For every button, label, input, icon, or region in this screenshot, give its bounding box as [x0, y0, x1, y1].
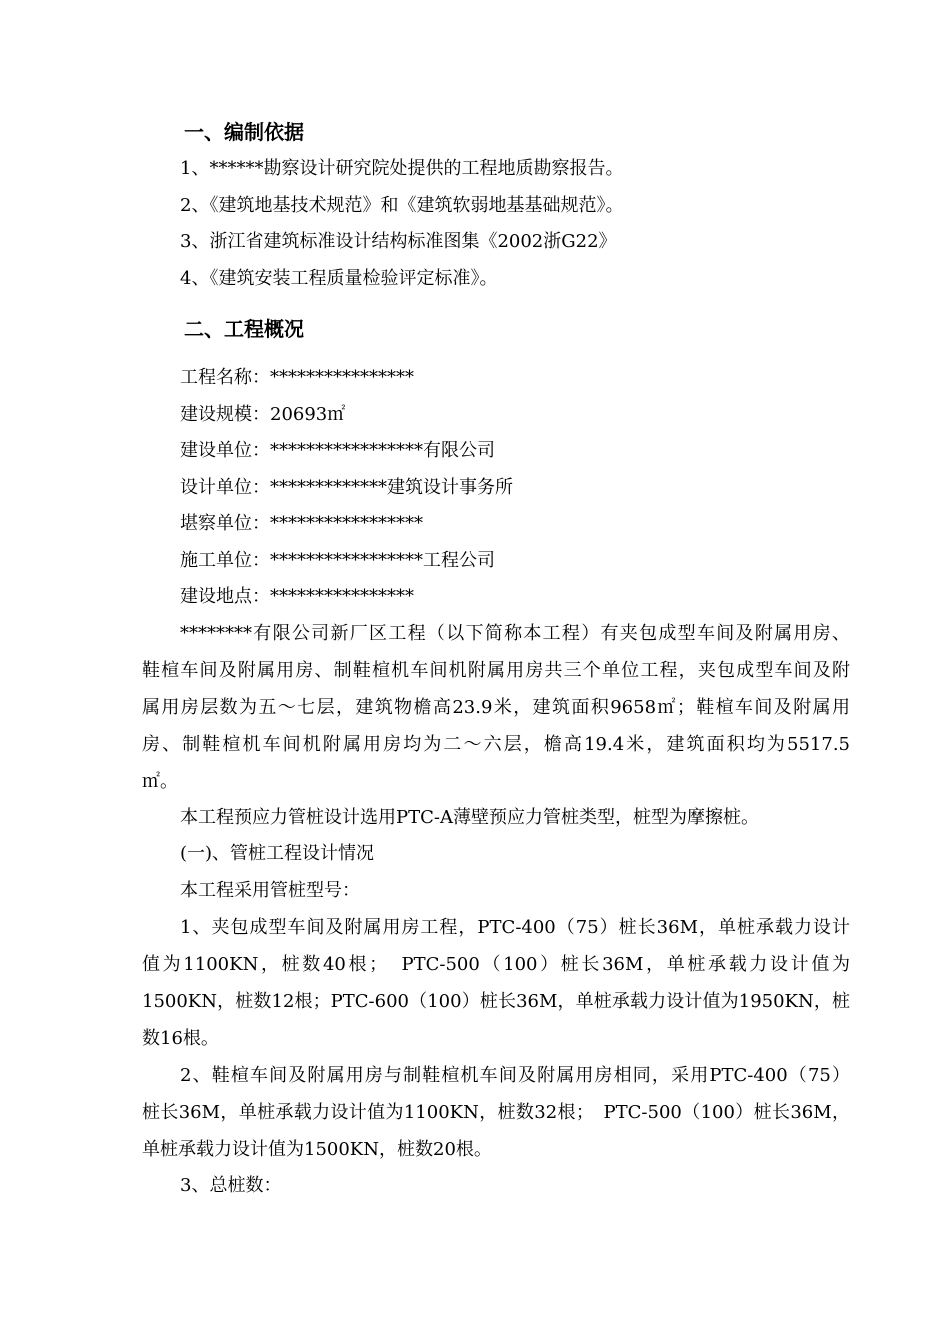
- item1-line-3: 1500KN，桩数12根；PTC-600（100）桩长36M，单桩承载力设计值为1950KN，桩: [142, 991, 850, 1012]
- basis-item-3: 3、浙江省建筑标准设计结构标准图集《2002浙G22》: [180, 231, 617, 252]
- basis-item-2: 2、《建筑地基技术规范》和《建筑软弱地基基础规范》。: [180, 195, 624, 216]
- subsection-title: (一)、管桩工程设计情况: [180, 843, 375, 864]
- item1-line-4: 数16根。: [142, 1028, 219, 1049]
- pile-type-paragraph: 本工程预应力管桩设计选用PTC-A薄壁预应力管桩类型，桩型为摩擦桩。: [180, 807, 759, 828]
- field-surveyor: 堪察单位：*****************: [180, 513, 423, 534]
- field-project-name: 工程名称：****************: [180, 367, 414, 388]
- item1-line-2: 值为1100KN，桩数40根； PTC-500（100）桩长36M，单桩承载力设计值为: [142, 954, 850, 975]
- item3-line: 3、总桩数：: [180, 1175, 282, 1196]
- basis-item-4: 4、《建筑安装工程质量检验评定标准》。: [180, 268, 498, 289]
- overview-line-4: 房、制鞋楦机车间机附属用房均为二～六层，檐高19.4米，建筑面积均为5517.5: [142, 734, 850, 755]
- overview-line-3: 属用房层数为五～七层，建筑物檐高23.9米，建筑面积9658㎡；鞋楦车间及附属用: [142, 697, 850, 718]
- section1-heading: 一、编制依据: [184, 120, 304, 144]
- item2-line-1: 2、鞋楦车间及附属用房与制鞋楦机车间及附属用房相同，采用PTC-400（75）: [180, 1065, 850, 1086]
- item2-line-3: 单桩承载力设计值为1500KN，桩数20根。: [142, 1139, 492, 1160]
- overview-line-2: 鞋楦车间及附属用房、制鞋楦机车间机附属用房共三个单位工程，夹包成型车间及附: [142, 660, 850, 681]
- overview-line-1: ********有限公司新厂区工程（以下简称本工程）有夹包成型车间及附属用房、: [180, 623, 850, 644]
- field-contractor: 施工单位：*****************工程公司: [180, 550, 495, 571]
- section2-heading: 二、工程概况: [184, 317, 304, 341]
- basis-item-1: 1、******勘察设计研究院处提供的工程地质勘察报告。: [180, 158, 624, 179]
- item2-line-2: 桩长36M，单桩承载力设计值为1100KN，桩数32根； PTC-500（100）桩长36M，: [142, 1102, 850, 1123]
- overview-line-5: ㎡。: [142, 771, 178, 792]
- field-scale: 建设规模：20693㎡: [180, 404, 346, 425]
- field-location: 建设地点：****************: [180, 586, 414, 607]
- field-designer: 设计单位：*************建筑设计事务所: [180, 477, 513, 498]
- item1-line-1: 1、夹包成型车间及附属用房工程，PTC-400（75）桩长36M，单桩承载力设计: [180, 917, 850, 938]
- model-intro: 本工程采用管桩型号：: [180, 880, 360, 901]
- field-owner: 建设单位：*****************有限公司: [180, 440, 495, 461]
